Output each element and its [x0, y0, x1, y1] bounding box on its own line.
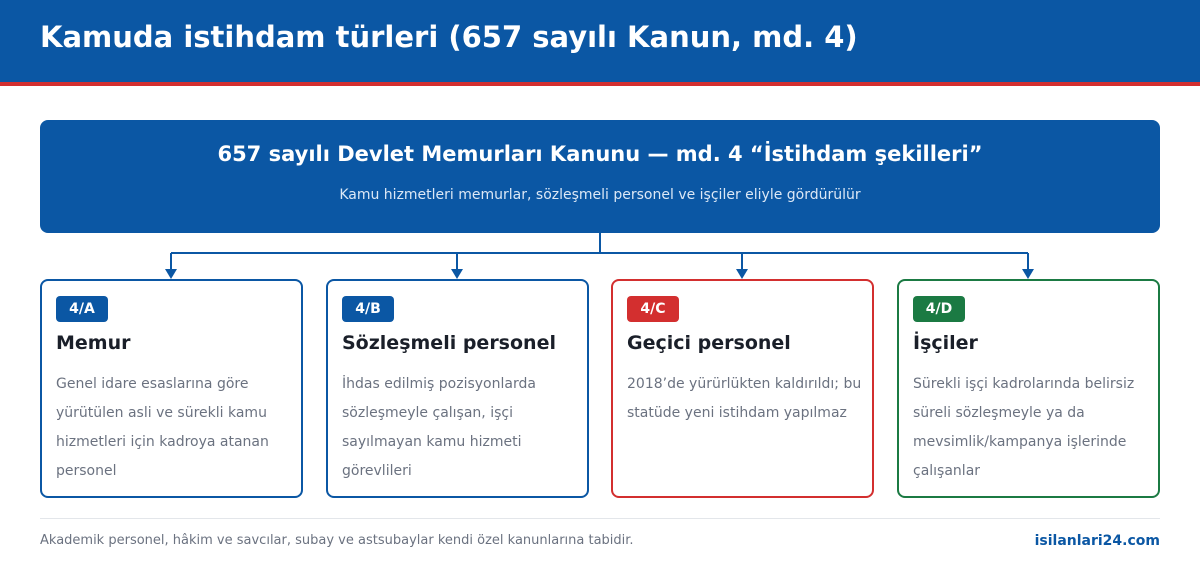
card-badge: 4/B — [342, 296, 394, 322]
footer-note: Akademik personel, hâkim ve savcılar, subay ve astsubaylar kendi özel kanunlarına tabidir. — [40, 533, 634, 548]
card-description: Sürekli işçi kadrolarında belirsiz süreli sözleşmeyle ya da mevsimlik/kampanya işlerinde çalışanlar — [913, 376, 1135, 479]
card-badge: 4/D — [913, 296, 965, 322]
card-description: 2018’de yürürlükten kaldırıldı; bu statüde yeni istihdam yapılmaz — [627, 376, 862, 421]
card-title: Memur — [56, 332, 131, 354]
header-accent-stripe — [0, 82, 1200, 86]
footer-divider — [40, 518, 1160, 519]
card-title: Geçici personel — [627, 332, 791, 354]
arrowhead-4b — [451, 269, 463, 279]
card-description: Genel idare esaslarına göre yürütülen asli ve sürekli kamu hizmetleri için kadroya atanan personel — [56, 376, 269, 479]
root-node-title: 657 sayılı Devlet Memurları Kanunu — md. 4 “İstihdam şekilleri” — [217, 142, 983, 166]
arrowhead-4c — [736, 269, 748, 279]
card-badge: 4/A — [56, 296, 108, 322]
root-node-subtitle: Kamu hizmetleri memurlar, sözleşmeli personel ve işçiler eliyle gördürülür — [339, 187, 861, 203]
card-badge: 4/C — [627, 296, 679, 322]
arrowhead-4d — [1022, 269, 1034, 279]
card-title: Sözleşmeli personel — [342, 332, 556, 354]
root-node — [40, 120, 1160, 233]
header-bar — [0, 0, 1200, 82]
page-title: Kamuda istihdam türleri (657 sayılı Kanun, md. 4) — [40, 20, 858, 54]
card-isciler — [897, 279, 1160, 498]
card-sozlesmeli-personel — [326, 279, 589, 498]
card-description: İhdas edilmiş pozisyonlarda sözleşmeyle çalışan, işçi sayılmayan kamu hizmeti görevlileri — [342, 376, 536, 479]
arrowhead-4a — [165, 269, 177, 279]
card-title: İşçiler — [913, 332, 978, 354]
card-memur — [40, 279, 303, 498]
brand-link[interactable]: isilanlari24.com — [1034, 533, 1160, 549]
card-gecici-personel — [611, 279, 874, 498]
